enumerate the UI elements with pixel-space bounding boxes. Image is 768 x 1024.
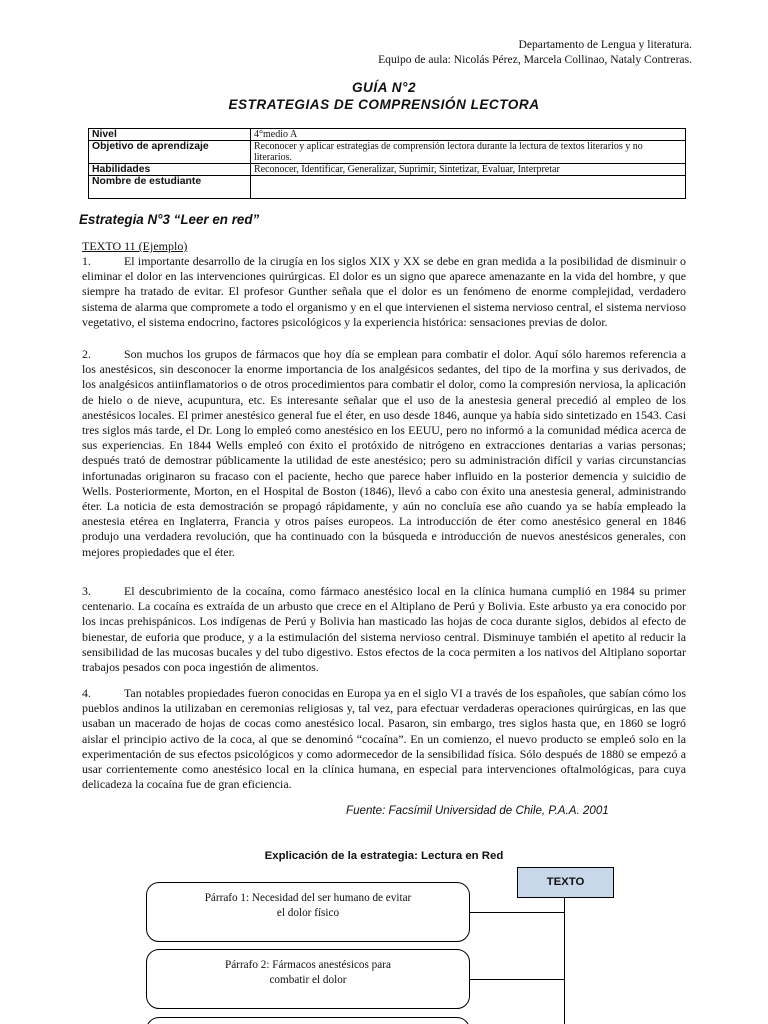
diagram-root-box: TEXTO [517,867,614,898]
paragraph-number: 4. [82,686,91,700]
paragraph-text: El importante desarrollo de la cirugía en los siglos XIX y XX se debe en gran medida a la posibilidad de disminuir o eliminar el dolor en las intervenciones quirúrgicas. El dolor es un signo que aparece amenazante en la vida del hombre, y que siempre ha tratado de evitar. El profesor Gunther señala que el dolor es un fenómeno de enorme complejidad, verdadero sistema de alarma que compromete a todo el organismo y en el que intervienen el sistema nervioso central, el sistema nervioso vegetativo, el sistema endocrino, factores psicológicos y la experiencia histórica: sensaciones previas de dolor. [82,254,686,329]
box-line: combatir el dolor [269,974,347,986]
paragraph-1 [82,254,686,330]
diagram-box-paragraph-2 [146,949,470,1009]
explanation-title-text: Explicación de la estrategia: Lectura en Red [264,850,504,862]
paragraph-text: Son muchos los grupos de fármacos que hoy día se emplean para combatir el dolor. Aquí sólo haremos referencia a los anestésicos, sin desconocer la enorme importancia de los analgésicos sedantes, del tipo de la morfina y sus derivados, de los analgésicos antiinflamatorios o de otros procedimientos para combatir el dolor, como la compresión nerviosa, la aplicación de hielo o de nieve, acupuntura, etc. Es interesante señalar que el uso de la anestesia general precedió al empleo de los anestésicos locales. El primer anestésico general fue el éter, en uso desde 1846, aunque ya había sido sintetizado en 1543. Casi tres siglos más tarde, el Dr. Long lo empleó como anestésico en los EEUU, pero no informó a la comunidad médica acerca de sus experiencias. En 1844 Wells empleó con éxito el protóxido de nitrógeno en extracciones dentarias a varias personas; después trató de demostrar públicamente la utilidad de este anestésico; pero su administración difícil y varias circunstancias infortunadas originaron su fracaso con el paciente, hecho que parece haber influido en la posterior demencia y suicidio de Wells. Posteriormente, Morton, en el Hospital de Boston (1846), llevó a cabo con éxito una anestesia general, administrando éter. La noticia de esta demostración se propagó rápidamente, y aún no concluía ese año cuando ya se había empleado la anestesia etérea en Inglaterra, Francia y otros países europeos. La introducción de éter como anestésico general en 1846 produjo una verdadera revolución, que ha continuado con la búsqueda e introducción de nuevos anestésicos generales, con mejores propiedades que el éter. [82,347,686,559]
box-line: el dolor físico [276,907,340,919]
paragraph-2 [82,347,686,560]
paragraph-text: El descubrimiento de la cocaína, como fármaco anestésico local en la clínica humana cumplió en 1984 su primer centenario. La cocaína es extraída de un arbusto que crece en el Altiplano de Perú y Bolivia. Este arbusto ya era conocido por los incas prehispánicos. Los indígenas de Perú y Bolivia han masticado las hojas de coca durante siglos, debidos al efecto de bienestar, de euforia que produce, y a la estimulación del sistema nervioso central. Disminuye también el apetito al reducir la sensibilidad de las mucosas bucales y del tubo digestivo. Estos efectos de la coca permiten a los nativos del Altiplano soportar trabajos pesados con poca ingestión de alimentos. [82,584,686,675]
department-line: Departamento de Lengua y literatura. [518,38,692,51]
table-row [89,141,686,164]
source-citation: Fuente: Facsímil Universidad de Chile, P.A.A. 2001 [346,804,609,817]
paragraph-3 [82,584,686,675]
diagram-box-partial [146,1017,470,1024]
paragraph-number: 3. [82,584,91,598]
info-table [88,128,686,199]
diagram-connector [470,979,565,980]
guide-title: GUÍA N°2 [351,80,417,95]
table-value-objetivo: Reconocer y aplicar estrategias de comprensión lectora durante la lectura de textos literarios y no literarios. [251,141,686,164]
table-value-nivel: 4°medio A [251,129,686,141]
guide-subtitle: ESTRATEGIAS DE COMPRENSIÓN LECTORA [228,97,540,112]
diagram-connector-vertical [564,898,565,1024]
explanation-title [0,850,768,862]
text-label: TEXTO 11 (Ejemplo) [82,239,188,253]
paragraph-number: 1. [82,254,91,268]
box-line: Párrafo 1: Necesidad del ser humano de evitar [204,892,412,904]
paragraph-text: Tan notables propiedades fueron conocidas en Europa ya en el siglo VI a través de los españoles, que sabían cómo los pueblos andinos la utilizaban en ceremonias religiosas y, tal vez, para efectuar verdaderas operaciones quirúrgicas, en las que usaban un macerado de hojas de cocas como anestésico local. Pasaron, sin embargo, tres siglos hasta que, en 1860 se logró aislar el principio activo de la coca, al que se denominó “cocaína”. En un comienzo, el nuevo producto se empleó solo en la experimentación de sus efectos psicológicos y como adormecedor de la sensibilidad física. Sólo después de 1880 se empezó a usar corrientemente como anestésico local en la clínica humana, en especial para intervenciones oftalmológicas, para cuya delicadeza la cocaína fue de gran eficiencia. [82,686,686,792]
diagram-connector [470,912,565,913]
table-label-nivel: Nivel [89,129,251,141]
strategy-heading: Estrategia N°3 “Leer en red” [79,212,260,227]
diagram-box-paragraph-1 [146,882,470,942]
table-row [89,129,686,141]
table-label-nombre: Nombre de estudiante [89,176,251,199]
team-line: Equipo de aula: Nicolás Pérez, Marcela Collinao, Nataly Contreras. [378,52,692,66]
box-line: Párrafo 2: Fármacos anestésicos para [225,959,391,971]
table-row [89,164,686,176]
table-label-objetivo: Objetivo de aprendizaje [89,141,251,164]
table-value-habilidades: Reconocer, Identificar, Generalizar, Suprimir, Sintetizar, Evaluar, Interpretar [251,164,686,176]
paragraph-number: 2. [82,347,91,361]
department-header [378,38,692,67]
paragraph-4 [82,686,686,792]
table-label-habilidades: Habilidades [89,164,251,176]
table-row [89,176,686,199]
student-name-field[interactable] [251,176,686,199]
